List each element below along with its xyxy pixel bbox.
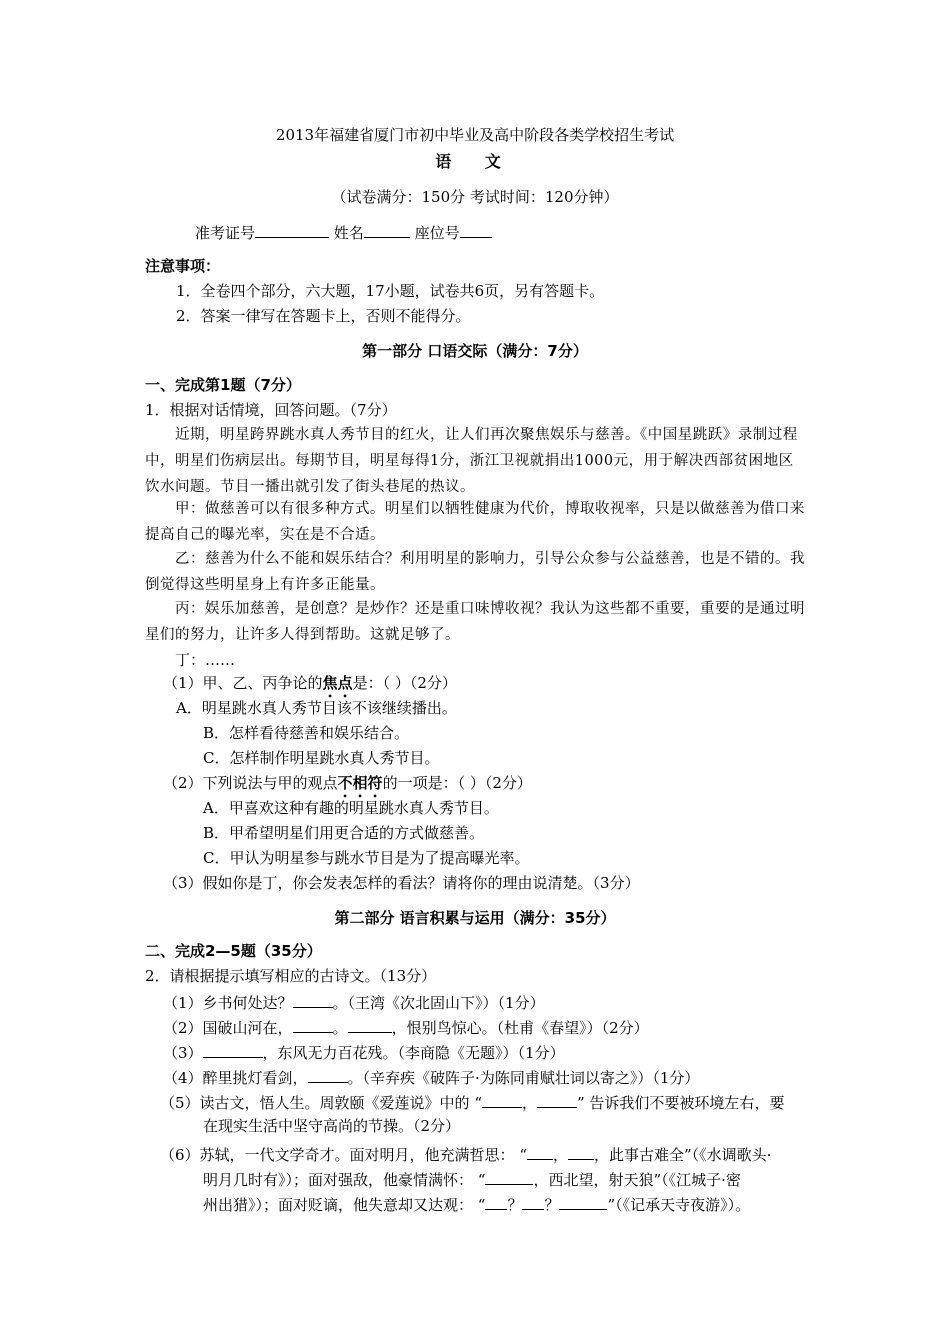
name-blank xyxy=(364,221,410,238)
seat-label: 座位号 xyxy=(414,224,460,242)
sq1-option-b: B．怎样看待慈善和娱乐结合。 xyxy=(203,724,410,742)
sq2-prefix: （2）下列说法与甲的观点 xyxy=(163,774,338,792)
p2-middle: 。 xyxy=(332,1019,348,1037)
p6-blank-2 xyxy=(568,1143,594,1160)
q2-stem: 2．请根据提示填写相应的古诗文。（13分） xyxy=(145,967,437,985)
p5-prefix: （5）读古文，悟人生。周敦颐《爱莲说》中的 “ xyxy=(160,1094,482,1112)
poem-item-4 xyxy=(163,1066,699,1088)
p5-blank-2 xyxy=(537,1091,577,1108)
exam-info: （试卷满分：150分 考试时间：120分钟） xyxy=(331,188,619,206)
subquestion-2 xyxy=(163,773,532,801)
sq1-option-a: A．明星跳水真人秀节目该不该继续播出。 xyxy=(176,699,457,717)
notes-heading: 注意事项： xyxy=(145,257,221,275)
p6-l3-q2: ？ xyxy=(544,1196,560,1214)
p2-blank-1 xyxy=(293,1016,333,1033)
sq2-option-b: B．甲希望明星们用更合适的方式做慈善。 xyxy=(203,824,485,842)
p5-middle: ， xyxy=(521,1094,537,1112)
sq1-option-c: C．怎样制作明星跳水真人秀节目。 xyxy=(203,749,440,767)
sq1-prefix: （1）甲、乙、丙争论的 xyxy=(163,674,323,692)
poem-item-6-line-3 xyxy=(203,1193,750,1215)
part2-section: 二、完成2—5题（35分） xyxy=(145,942,322,960)
p1-prefix: （1）乡书何处达？ xyxy=(163,994,293,1012)
sq2-suffix: 的一项是：（ ）（2分） xyxy=(382,774,532,792)
p5-blank-1 xyxy=(482,1091,522,1108)
sq1-suffix: 是：（ ）（2分） xyxy=(352,674,457,692)
p6-blank-3 xyxy=(485,1168,533,1185)
p1-suffix: 。（王湾《次北固山下》）（1分） xyxy=(332,994,545,1012)
q1-passage: 近期，明星跨界跳水真人秀节目的红火，让人们再次聚焦娱乐与慈善。《中国星跳跃》录制过程中，明星们伤病层出。每期节目，明星每得1分，浙江卫视就捐出1000元，用于解决西部贫困地区饮水问题。节目一播出就引发了街头巷尾的热议。 xyxy=(145,427,798,495)
p4-suffix: 。（辛弃疾《破阵子·为陈同甫赋壮词以寄之》）（1分） xyxy=(347,1069,700,1087)
p3-blank xyxy=(203,1041,263,1058)
dialogue-yi: 乙：慈善为什么不能和娱乐结合？利用明星的影响力，引导公众参与公益慈善，也是不错的。我倒觉得这些明星身上有许多正能量。 xyxy=(145,551,805,593)
p6-blank-5 xyxy=(522,1193,544,1210)
p6-l1-middle: ， xyxy=(552,1146,568,1164)
p3-prefix: （3） xyxy=(163,1044,203,1062)
part2-heading: 第二部分 语言积累与运用（满分：35分） xyxy=(334,909,616,927)
p6-blank-1 xyxy=(527,1143,553,1160)
p6-l2-prefix: 明月几时有》）；面对强敌，他豪情满怀： “ xyxy=(203,1171,486,1189)
id-blank xyxy=(255,221,329,238)
poem-item-3 xyxy=(163,1041,565,1063)
exam-title: 2013年福建省厦门市初中毕业及高中阶段各类学校招生考试 xyxy=(275,126,675,144)
dialogue-ding: 丁：…… xyxy=(175,651,236,669)
subquestion-1 xyxy=(163,673,457,701)
part1-heading: 第一部分 口语交际（满分：7分） xyxy=(362,342,588,360)
p4-prefix: （4）醉里挑灯看剑， xyxy=(163,1069,308,1087)
p6-l1-suffix: ，此事古难全”（《水调歌头· xyxy=(594,1146,772,1164)
p6-blank-4 xyxy=(485,1193,507,1210)
p6-l3-prefix: 州出猎》）；面对贬谪，他失意却又达观： “ xyxy=(203,1196,486,1214)
seat-blank xyxy=(460,221,492,238)
poem-item-5 xyxy=(160,1091,784,1113)
poem-item-6-line-1 xyxy=(160,1143,771,1165)
sq1-emphasis: 焦点 xyxy=(322,674,353,692)
p6-l1-prefix: （6）苏轼，一代文学奇才。面对明月，他充满哲思： “ xyxy=(160,1146,527,1164)
p6-l3-suffix: ”（《记承天寺夜游》）。 xyxy=(607,1196,751,1214)
sq2-option-a: A．甲喜欢这种有趣的明星跳水真人秀节目。 xyxy=(203,799,499,817)
p2-blank-2 xyxy=(348,1016,392,1033)
candidate-info-row xyxy=(195,221,492,243)
p5-suffix: ” 告诉我们不要被环境左右，要 xyxy=(577,1094,785,1112)
subquestion-3: （3）假如你是丁，你会发表怎样的看法？请将你的理由说清楚。（3分） xyxy=(163,874,640,892)
part1-section: 一、完成第1题（7分） xyxy=(145,376,301,394)
id-label: 准考证号 xyxy=(195,224,256,242)
q1-stem: 1．根据对话情境，回答问题。（7分） xyxy=(145,401,397,419)
poem-item-2 xyxy=(163,1016,649,1038)
poem-item-6-line-2 xyxy=(203,1168,741,1190)
poem-item-1 xyxy=(163,991,545,1013)
p1-blank xyxy=(293,991,333,1008)
notes-item-1: 1．全卷四个部分，六大题，17小题，试卷共6页，另有答题卡。 xyxy=(176,282,605,300)
p2-prefix: （2）国破山河在， xyxy=(163,1019,293,1037)
name-label: 姓名 xyxy=(333,224,364,242)
subject-title: 语 文 xyxy=(435,152,515,171)
p2-suffix: ，恨别鸟惊心。（杜甫《春望》）（2分） xyxy=(391,1019,649,1037)
notes-item-2: 2．答案一律写在答题卡上，否则不能得分。 xyxy=(176,307,471,325)
p4-blank xyxy=(308,1066,348,1083)
p6-l3-q1: ？ xyxy=(507,1196,523,1214)
sq2-option-c: C．甲认为明星参与跳水节目是为了提高曝光率。 xyxy=(203,849,530,867)
dialogue-bing: 丙：娱乐加慈善，是创意？是炒作？还是重口味博收视？我认为这些都不重要，重要的是通过明星们的努力，让许多人得到帮助。这就足够了。 xyxy=(145,601,805,643)
p6-l2-suffix: ，西北望，射天狼”（《江城子·密 xyxy=(533,1171,741,1189)
poem-item-5-cont: 在现实生活中坚守高尚的节操。（2分） xyxy=(203,1117,461,1135)
sq2-emphasis: 不相符 xyxy=(337,774,383,792)
p3-suffix: ，东风无力百花残。（李商隐《无题》）（1分） xyxy=(262,1044,565,1062)
p6-blank-6 xyxy=(559,1193,607,1210)
dialogue-jia: 甲：做慈善可以有很多种方式。明星们以牺牲健康为代价，博取收视率，只是以做慈善为借口来提高自己的曝光率，实在是不合适。 xyxy=(145,501,805,543)
